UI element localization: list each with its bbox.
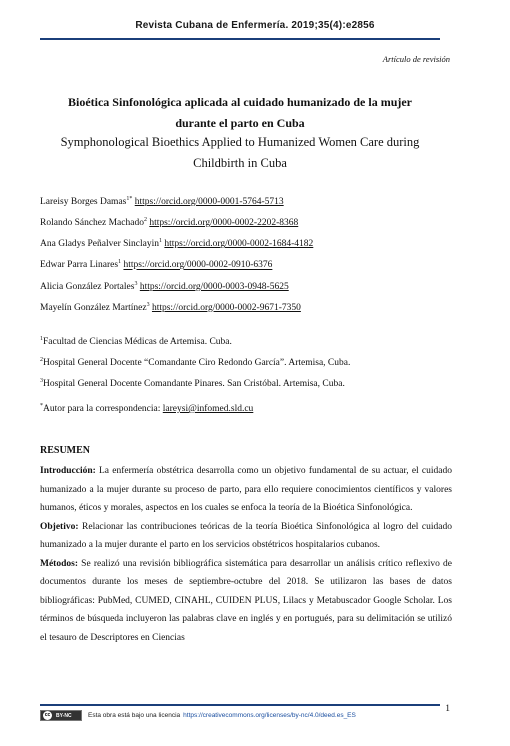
abstract-methods-text: Se realizó una revisión bibliográfica sistemática para desarrollar un análisis crítico reflexivo de documentos durante los meses de septiembre-octubre del 2018. Se utilizaron las bases de datos bibliográficas: PubMed, CUMED, CINAHL, CUIDEN PLUS, Lilacs y Metabuscador Google Scholar. Los términos de búsqueda incluyeron las palabras clave en inglés y en portugués, para su delimitación se utilizó el tesauro de Descriptores en Ciencias	[40, 558, 452, 643]
orcid-link[interactable]: https://orcid.org/0000-0002-9671-7350	[151, 302, 301, 313]
author-affiliation-marker: 2	[143, 217, 147, 224]
abstract-heading: RESUMEN	[40, 445, 91, 456]
author-item	[40, 211, 460, 232]
author-name: Edwar Parra Linares	[40, 260, 119, 271]
orcid-link[interactable]: https://orcid.org/0000-0002-1684-4182	[164, 239, 314, 250]
author-name: Ana Gladys Peñalver Sinclayin	[40, 239, 159, 250]
header-divider	[40, 38, 440, 40]
license-text: Esta obra está bajo una licencia	[88, 712, 181, 719]
correspondence-marker: *	[40, 403, 43, 409]
author-affiliation-marker: 1*	[126, 196, 133, 202]
article-type: Artículo de revisión	[382, 54, 450, 64]
author-name: Rolando Sánchez Machado	[40, 218, 144, 229]
affiliation-item	[40, 372, 460, 393]
cc-badge-label: BY-NC	[56, 712, 72, 719]
affiliation-item	[40, 351, 460, 372]
title-spanish-line-1: Bioética Sinfonológica aplicada al cuidado humanizado de la mujer	[67, 95, 413, 109]
affiliation-text: Hospital General Docente “Comandante Ciro Redondo García”. Artemisa, Cuba.	[43, 358, 351, 369]
orcid-link[interactable]: https://orcid.org/0000-0002-0910-6376	[123, 260, 273, 271]
license-footer	[40, 710, 356, 721]
abstract-objective-label: Objetivo:	[40, 521, 79, 532]
abstract-objective	[40, 518, 452, 555]
title-spanish-line-2: durante el parto en Cuba	[175, 116, 305, 130]
affiliation-text: Hospital General Docente Comandante Pinares. San Cristóbal. Artemisa, Cuba.	[43, 379, 345, 390]
correspondence-note	[40, 403, 253, 414]
affiliation-item	[40, 330, 460, 351]
affiliation-marker: 3	[40, 378, 43, 385]
title-spanish	[40, 92, 440, 134]
author-name: Lareisy Borges Damas	[40, 197, 127, 208]
abstract-methods	[40, 555, 452, 648]
affiliation-list	[40, 330, 460, 393]
author-item	[40, 296, 460, 317]
abstract-methods-label: Métodos:	[40, 558, 78, 569]
abstract-introduction-text: La enfermería obstétrica desarrolla como un objetivo fundamental de su actuar, el cuidado humanizado a la mujer durante su proceso de parto, para ello requiere conocimientos científicos y valores humanos, éticos y morales, aspectos en los cuales se enfoca la teoría de la Bioética Sinfonológica.	[40, 466, 452, 513]
abstract-objective-text: Relacionar las contribuciones teóricas de la teoría Bioética Sinfonológica al logro del cuidado humanizado a la mujer durante el parto en los servicios obstétricos hospitalarios cubanos.	[40, 521, 452, 550]
orcid-link[interactable]: https://orcid.org/0000-0003-0948-5625	[139, 281, 289, 292]
affiliation-marker: 2	[40, 357, 43, 364]
correspondence-email-link[interactable]: lareysi@infomed.sld.cu	[162, 404, 254, 415]
cc-symbol: cc	[44, 712, 51, 718]
author-name: Mayelín González Martínez	[40, 302, 147, 313]
orcid-link[interactable]: https://orcid.org/0000-0002-2202-8368	[149, 218, 299, 229]
abstract-introduction-label: Introducción:	[40, 466, 96, 476]
author-affiliation-marker: 1	[159, 238, 162, 245]
title-english-line-2: Childbirth in Cuba	[193, 156, 287, 170]
creative-commons-badge-icon[interactable]	[40, 710, 82, 721]
author-affiliation-marker: 3	[146, 301, 150, 308]
title-english	[40, 132, 440, 174]
license-link[interactable]: https://creativecommons.org/licenses/by-nc/4.0/deed.es_ES	[183, 712, 356, 719]
journal-header: Revista Cubana de Enfermería. 2019;35(4):e2856	[135, 20, 375, 31]
author-item	[40, 253, 460, 274]
author-item	[40, 232, 460, 253]
affiliation-marker: 1	[40, 336, 43, 342]
author-list	[40, 190, 460, 317]
author-item	[40, 275, 460, 296]
title-english-line-1: Symphonological Bioethics Applied to Humanized Women Care during	[60, 135, 420, 149]
affiliation-text: Facultad de Ciencias Médicas de Artemisa. Cuba.	[43, 337, 232, 348]
author-affiliation-marker: 1	[118, 259, 122, 266]
page-number: 1	[445, 704, 450, 714]
author-item	[40, 190, 460, 211]
footer-divider	[40, 704, 440, 706]
correspondence-label: Autor para la correspondencia:	[43, 404, 163, 415]
author-affiliation-marker: 3	[134, 280, 138, 287]
orcid-link[interactable]: https://orcid.org/0000-0001-5764-5713	[134, 197, 284, 208]
abstract-body	[40, 462, 452, 647]
author-name: Alicia González Portales	[40, 281, 135, 292]
abstract-introduction	[40, 462, 452, 518]
